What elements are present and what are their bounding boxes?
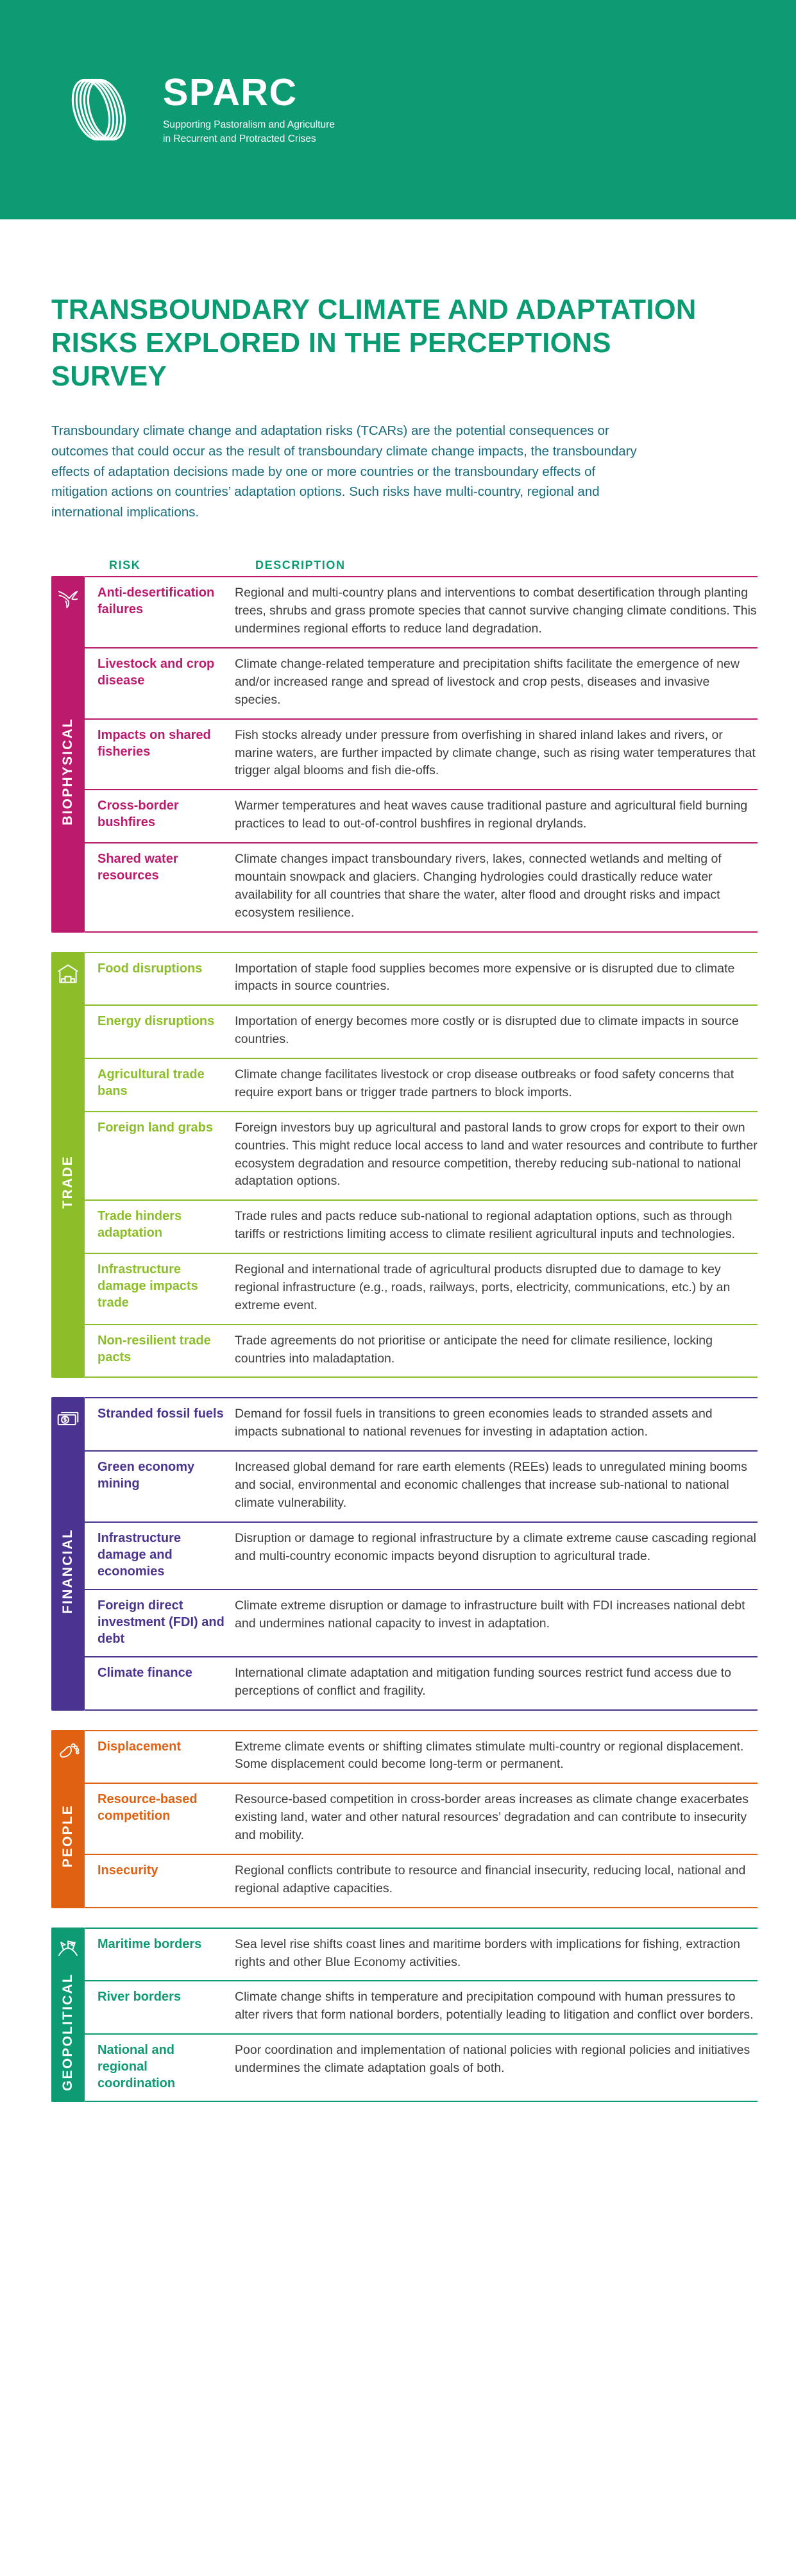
table-row (85, 1199, 758, 1253)
table-row (85, 1589, 758, 1656)
intro-paragraph: Transboundary climate change and adaptation risks (TCARs) are the potential consequences or outcomes that could occur as the result of transboundary climate change impacts, the transboundary effects of adaptation decisions made by one or more countries or the transboundary effects of mitigation actions on countries’ adaptation options. Such risks have multi-country, regional and international implications. (51, 423, 637, 520)
table-row (85, 718, 758, 790)
risk-description: Importation of energy becomes more costly or is disrupted due to climate impacts in source countries. (235, 1014, 739, 1047)
table-row (85, 1058, 758, 1111)
risk-name: Anti-desertification failures (97, 586, 215, 617)
logo-lockup (64, 67, 336, 152)
brand-header (0, 0, 796, 219)
risk-name: Trade hinders adaptation (97, 1209, 182, 1241)
risk-table (0, 559, 796, 2102)
table-row (85, 842, 758, 933)
risk-name: Maritime borders (97, 1936, 202, 1951)
table-row (85, 952, 758, 1005)
sparc-ellipses-logo-icon (64, 67, 149, 152)
risk-description: Trade rules and pacts reduce sub-national to regional adaptation options, such as through tariffs or restrictions limiting access to climate resilient agricultural inputs and technologies. (235, 1209, 735, 1242)
risk-name: Foreign direct investment (FDI) and debt (97, 1598, 224, 1646)
risk-name: Energy disruptions (97, 1014, 215, 1029)
table-row (85, 576, 758, 647)
risk-description: Disruption or damage to regional infrastructure by a climate extreme cause cascading regional and multi-country economic impacts beyond disruption to agricultural trade. (235, 1530, 756, 1563)
table-row (85, 1656, 758, 1711)
category-label (51, 1765, 85, 1908)
risk-name: Displacement (97, 1739, 182, 1754)
bird-icon (55, 585, 81, 611)
category-label-text: FINANCIAL (60, 1528, 75, 1614)
risk-name: Agricultural trade bans (97, 1067, 205, 1099)
table-row (85, 647, 758, 718)
table-row (85, 1521, 758, 1589)
risk-description: Resource-based competition in cross-border areas increases as climate change exacerbates existing land, water and other natural resources’ degradation and can contribute to insecurity and mobility. (235, 1792, 749, 1843)
risk-description: Demand for fossil fuels in transitions to green economies leads to stranded assets and impacts subnational to national revenues for investing in adaptation action. (235, 1407, 713, 1439)
table-row (85, 1730, 758, 1783)
category-label (51, 987, 85, 1378)
category-rows (85, 952, 758, 1378)
table-row (85, 1253, 758, 1324)
category-tab (51, 576, 85, 932)
risk-description: Climate changes impact transboundary rivers, lakes, connected wetlands and melting of mountain snowpack and glaciers. Changing hydrologies could drastically reduce water availability for all countries that share the water, alter flood and drought risks and impact ecosystem resilience. (235, 852, 722, 920)
title-section (0, 219, 796, 523)
risk-description: Extreme climate events or shifting climates stimulate multi-country or regional displacement. Some displacement could become long-term or permanent. (235, 1739, 744, 1772)
risk-name: Foreign land grabs (97, 1120, 214, 1135)
risk-name: Resource-based competition (97, 1792, 198, 1824)
category-label (51, 1432, 85, 1710)
category-rows (85, 1928, 758, 2103)
table-row (85, 1324, 758, 1378)
category-tab (51, 952, 85, 1378)
table-row (85, 1854, 758, 1908)
risk-category-trade (51, 952, 758, 1378)
brand-tagline: Supporting Pastoralism and Agriculture in Recurrent and Protracted Crises (163, 119, 335, 144)
risk-name: Climate finance (97, 1665, 192, 1680)
table-row (85, 1450, 758, 1521)
category-rows (85, 1730, 758, 1908)
risk-description: Regional conflicts contribute to resource and financial insecurity, reducing local, national and regional adaptive capacities. (235, 1863, 746, 1895)
risk-description: Climate change shifts in temperature and precipitation compound with human pressures to alter rivers that form national borders, potentially leading to litigation and conflict over borders. (235, 1990, 754, 2022)
flags-icon (55, 1936, 81, 1962)
brand-name: SPARC (163, 71, 298, 114)
risk-description: Regional and international trade of agricultural products disrupted due to damage to key regional infrastructure (e.g., roads, railways, ports, electricity, communications, etc.) by an extreme event. (235, 1262, 731, 1312)
risk-description: Increased global demand for rare earth elements (REEs) leads to unregulated mining booms and social, environmental and economic challenges that increase sub-national to national climate vulnerability. (235, 1460, 747, 1510)
table-row (85, 1928, 758, 1981)
risk-name: Non-resilient trade pacts (97, 1333, 211, 1364)
category-label-text: BIOPHYSICAL (60, 718, 75, 826)
risk-description: Climate extreme disruption or damage to infrastructure built with FDI increases national debt and undermines national capacity to invest in adaptation. (235, 1598, 745, 1631)
risk-name: Insecurity (97, 1863, 158, 1877)
risk-name: National and regional coordination (97, 2043, 176, 2091)
risk-description: International climate adaptation and mitigation funding sources restrict fund access due to perceptions of conflict and fragility. (235, 1665, 731, 1698)
table-row (85, 1783, 758, 1854)
risk-description: Poor coordination and implementation of national policies with regional policies and initiatives undermines the climate adaptation goals of both. (235, 2043, 750, 2076)
risk-description: Fish stocks already under pressure from overfishing in shared inland lakes and rivers, or marine waters, are further impacted by climate change, such as rising water temperatures that trigger algal blooms and fish die-offs. (235, 727, 756, 778)
page-title: TRANSBOUNDARY CLIMATE AND ADAPTATION RISKS EXPLORED IN THE PERCEPTIONS SURVEY (51, 294, 697, 393)
risk-description: Trade agreements do not prioritise or anticipate the need for climate resilience, locking countries into maladaptation. (235, 1333, 713, 1366)
column-header-risk: RISK (109, 559, 141, 572)
table-row (85, 1397, 758, 1450)
banknote-icon (55, 1406, 81, 1432)
risk-category-geopolitical (51, 1928, 758, 2103)
risk-name: Infrastructure damage impacts trade (97, 1262, 198, 1310)
risk-description: Warmer temperatures and heat waves cause traditional pasture and agricultural field burning practices to lead to out-of-control bushfires in regional drylands. (235, 799, 748, 831)
risk-name: River borders (97, 1990, 182, 2004)
category-tab (51, 1397, 85, 1710)
risk-category-financial (51, 1397, 758, 1710)
risk-description: Climate change facilitates livestock or crop disease outbreaks or food safety concerns that require export bans or trigger trade partners to block imports. (235, 1067, 734, 1099)
category-tab (51, 1928, 85, 2103)
category-rows (85, 576, 758, 932)
risk-category-biophysical (51, 576, 758, 932)
risk-category-people (51, 1730, 758, 1908)
table-row (85, 1111, 758, 1200)
table-row (85, 2033, 758, 2102)
risk-description: Importation of staple food supplies becomes more expensive or is disrupted due to climate impacts in source countries. (235, 961, 735, 994)
footprint-icon (55, 1739, 81, 1765)
category-label (51, 1962, 85, 2103)
risk-name: Cross-border bushfires (97, 799, 179, 830)
category-label (51, 611, 85, 932)
risk-name: Infrastructure damage and economies (97, 1530, 182, 1579)
risk-name: Shared water resources (97, 852, 178, 883)
category-rows (85, 1397, 758, 1710)
risk-name: Food disruptions (97, 961, 203, 976)
risk-name: Livestock and crop disease (97, 657, 215, 688)
risk-name: Impacts on shared fisheries (97, 727, 211, 759)
category-label-text: GEOPOLITICAL (60, 1972, 75, 2091)
risk-name: Green economy mining (97, 1460, 195, 1491)
category-label-text: TRADE (60, 1155, 75, 1209)
column-header-description: DESCRIPTION (255, 559, 346, 572)
category-tab (51, 1730, 85, 1908)
table-row (85, 789, 758, 842)
table-row (85, 1980, 758, 2033)
risk-description: Regional and multi-country plans and interventions to combat desertification through planting trees, shrubs and grass promote species that cannot survive changing climate conditions. This undermines regional efforts to reduce land degradation. (235, 586, 757, 636)
warehouse-icon (55, 961, 81, 987)
risk-description: Climate change-related temperature and precipitation shifts facilitate the emergence of new and/or increased range and spread of livestock and crop pests, diseases and invasive species. (235, 657, 740, 707)
risk-description: Sea level rise shifts coast lines and maritime borders with implications for fishing, extraction rights and other Blue Economy activities. (235, 1936, 740, 1969)
risk-name: Stranded fossil fuels (97, 1407, 224, 1421)
table-column-headers (51, 559, 758, 572)
category-label-text: PEOPLE (60, 1804, 75, 1868)
table-row (85, 1004, 758, 1058)
risk-description: Foreign investors buy up agricultural and pastoral lands to grow crops for export to their own countries. This might reduce local access to land and water resources and contribute to further ecosystem degradation and resource competition, thereby reducing sub-national to national adaptation options. (235, 1120, 758, 1189)
